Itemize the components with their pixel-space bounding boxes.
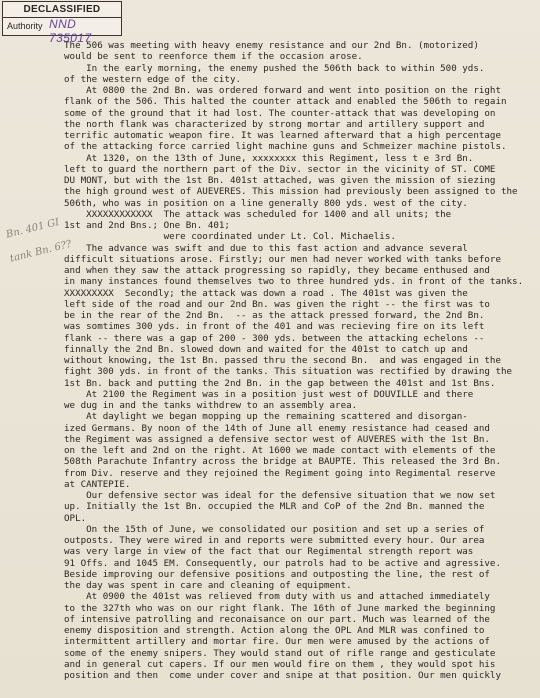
text-line: was very large in view of the fact that our Regimental strength report was <box>64 546 474 558</box>
text-line: of intensive patrolling and reconaisance on our part. Much was learned of the <box>64 613 490 625</box>
text-line: left to guard the northern part of the Div. sector in the vicinity of ST. COME <box>64 163 496 175</box>
text-line: At 0800 the 2nd Bn. was ordered forward and went into position on the right <box>64 85 501 96</box>
text-line: the day was spent in care and cleaning of equipment. <box>64 580 352 591</box>
text-line: up. Initially the 1st Bn. occupied the MLR and CoP of the 2nd Bn. manned the <box>64 501 485 513</box>
text-line: The 506 was meeting with heavy enemy resistance and our 2nd Bn. (motorized) <box>64 40 479 51</box>
text-line: position and then come under cover and snipe at that position. Our men quickly <box>64 670 501 681</box>
text-line: ized Germans. By noon of the 14th of June all enemy resistance had ceased and <box>64 422 490 434</box>
margin-note-2: tank Bn. 6?? <box>9 238 73 265</box>
text-line: difficult situations arose. Firstly; our men had never worked with tanks before <box>64 253 501 265</box>
text-line: would be sent to reenforce them if the occasion arose. <box>64 51 363 63</box>
text-line: to the 327th who was on our right flank. The 16th of June marked the beginning <box>64 602 496 614</box>
text-line: be in the rear of the 2nd Bn. -- as the attack pressed forward, the 2nd Bn. <box>64 310 485 321</box>
text-line: at CANTEPIE. <box>64 478 131 490</box>
text-line: without knowing, the 1st Bn. passed thru the second Bn. and was engaged in the <box>64 355 501 366</box>
text-line: XXXXXXXXX Secondly; the attack was down a road . The 401st was given the <box>64 287 468 299</box>
text-line: was somtimes 300 yds. in front of the 401 and was recieving fire on its left <box>64 321 485 333</box>
text-line: and when they saw the attack progressing so rapidly, they became enthused and <box>64 265 490 276</box>
text-line: from Div. reserve and they rejoined the Regiment going into Regimental reserve <box>64 467 496 479</box>
text-line: the north flank was characterized by strong mortar and artillery support and <box>64 118 485 130</box>
stamp-title: DECLASSIFIED <box>23 4 101 15</box>
text-line: flank of the 506. This halted the counter attack and enabled the 506th to regain <box>64 96 507 108</box>
text-line: outposts. They were wired in and reports were submitted every hour. Our area <box>64 535 485 546</box>
text-line: of the attacking force carried light machine guns and Schmeizer machine pistols. <box>64 141 507 153</box>
text-line: On the 15th of June, we consolidated our position and set up a series of <box>64 523 485 535</box>
text-line: left side of the road and our 2nd Bn. was given the right -- the first was to <box>64 298 490 310</box>
text-line: terrific automatic weapon fire. It was learned afterward that a high percentage <box>64 130 501 141</box>
text-line: Beside improving our defensive positions and outposting the line, the rest of <box>64 568 490 580</box>
text-line: we dug in and the tanks withdrew to an assembly area. <box>64 400 358 411</box>
text-line: The advance was swift and due to this fast action and advance several <box>64 242 468 254</box>
text-line: were coordinated under Lt. Col. Michaelis. <box>64 231 396 243</box>
text-line: OPL. <box>64 512 87 524</box>
text-line: the Regiment was assigned a defensive sector west of AUVERES with the 1st Bn. <box>64 433 490 445</box>
text-line: and in general cut capers. If our men would fire on them , they would spot his <box>64 658 496 670</box>
text-line: 91 Offs. and 1045 EM. Consequently, our patrols had to be active and agressive. <box>64 557 501 569</box>
stamp-authority-value: NND 735017 <box>49 17 92 45</box>
stamp-authority-label: Authority <box>7 21 43 31</box>
text-line: 1st Bn. back and putting the 2nd Bn. in the gap between the 401st and 1st Bns. <box>64 377 496 389</box>
text-line: fight 300 yds. in front of the tanks. This situation was rectified by drawing the <box>64 366 513 378</box>
text-line: of the western edge of the city. <box>64 73 242 85</box>
text-line: XXXXXXXXXXXX The attack was scheduled for 1400 and all units; the <box>64 208 452 220</box>
text-line: 1st and 2nd Bns.; One Bn. 401; <box>64 220 230 231</box>
text-line: At 0900 the 401st was relieved from duty with us and attached immediately <box>64 591 490 603</box>
text-line: 508th Parachute Infantry across the bridge at BAUPTE. This released the 3rd Bn. <box>64 456 501 468</box>
text-line: some of the ground that it had lost. The counter-attack that was developing on <box>64 107 496 119</box>
text-line: flank -- there was a gap of 200 - 300 yds. between the attacking echelons -- <box>64 332 485 344</box>
text-line: intermittent artillery and mortar fire. Our men were amused by the actions of <box>64 636 490 648</box>
text-line: In the early morning, the enemy pushed the 506th back to within 500 yds. <box>64 62 485 74</box>
text-line: At 1320, on the 13th of June, xxxxxxxx this Regiment, less t e 3rd Bn. <box>64 152 474 164</box>
text-line: Our defensive sector was ideal for the defensive situation that we now set <box>64 490 496 501</box>
text-line: DU MONT, but with the 1st Bn. 401st attached, was given the mission of siezing <box>64 175 496 186</box>
text-line: some of the enemy snipers. They would stand out of rifle range and gesticulate <box>64 647 496 659</box>
text-line: the high ground west of AUEVERES. This mission had previously been assigned to the <box>64 186 518 198</box>
text-line: At daylight we began mopping up the remaining scattered and disorgan- <box>64 411 468 423</box>
text-line: on the left and 2nd on the right. At 1600 we made contact with elements of the <box>64 445 496 456</box>
text-line: enemy disposition and strength. Action along the OPL And MLR was confined to <box>64 625 485 636</box>
text-line: 506th, who was in position on a line generally 800 yds. west of the city. <box>64 197 468 209</box>
text-line: At 2100 the Regiment was in a position just west of DOUVILLE and there <box>64 388 474 400</box>
text-line: finnally the 2nd Bn. slowed down and waited for the 401st to catch up and <box>64 343 468 355</box>
margin-note-1: Bn. 401 GI <box>5 216 61 241</box>
text-line: in many instances found themselves two to three hundred yds. in front of the tanks. <box>64 276 524 288</box>
